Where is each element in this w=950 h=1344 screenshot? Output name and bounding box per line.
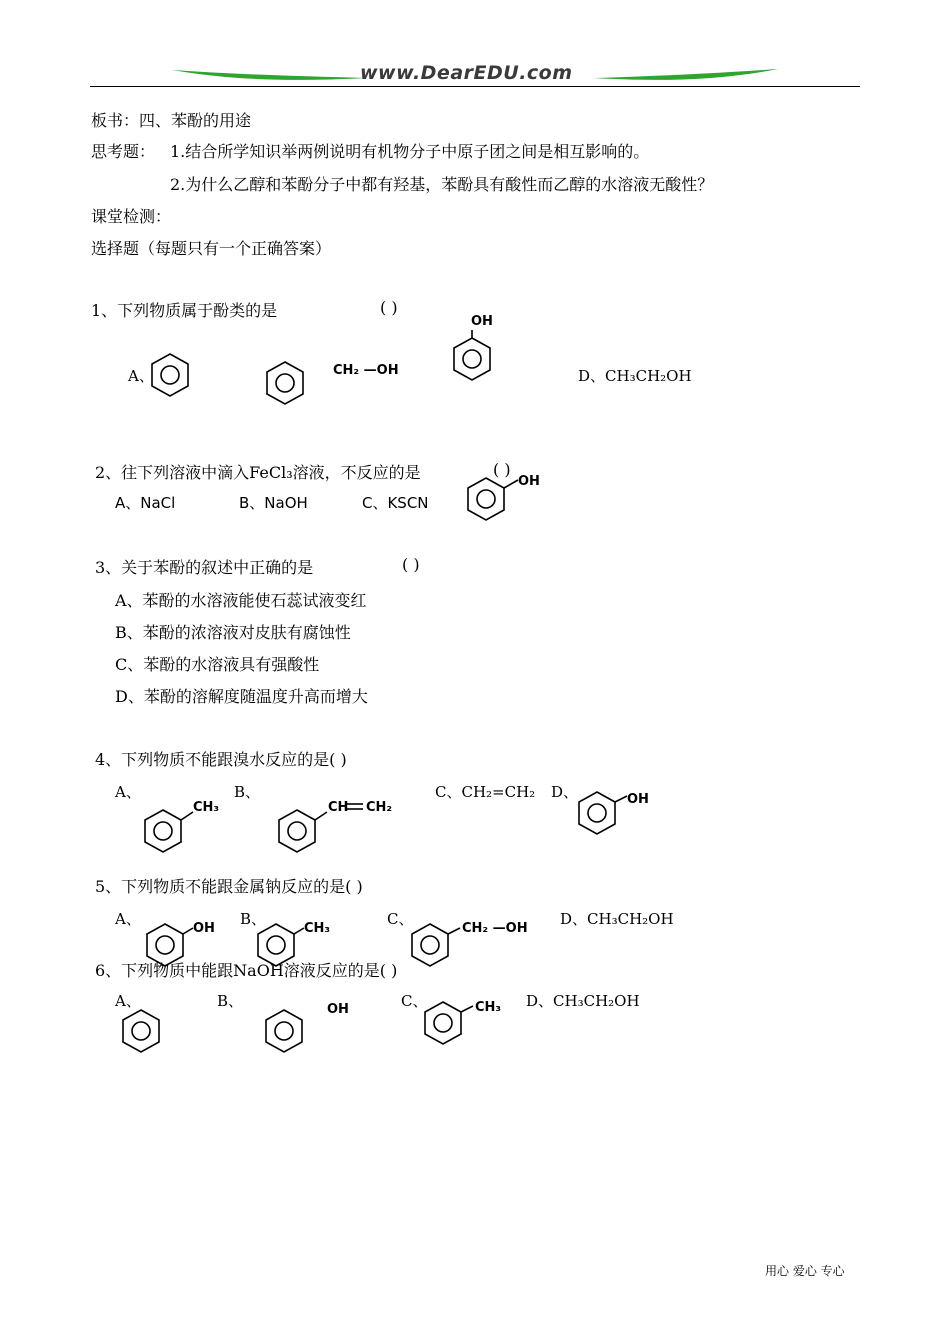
q4-option-a: A、	[115, 783, 141, 801]
q3-option-a: A、苯酚的水溶液能使石蕊试液变红	[115, 591, 367, 610]
q5-option-b: B、	[240, 910, 267, 928]
site-logo: www.DearEDU.com	[360, 62, 573, 84]
header-swoosh-left	[170, 64, 370, 86]
q3-stem: 3、关于苯酚的叙述中正确的是	[95, 558, 314, 577]
q2-stem: 2、往下列溶液中滴入FeCl₃溶液，不反应的是	[95, 463, 421, 482]
q6-c-group: CH₃	[475, 1000, 502, 1015]
q4-stem: 4、下列物质不能跟溴水反应的是( )	[95, 750, 347, 769]
choice-title: 选择题（每题只有一个正确答案）	[91, 239, 332, 258]
q4-b-group-ch2: CH₂	[366, 800, 393, 815]
q6-stem: 6、下列物质中能跟NaOH溶液反应的是( )	[95, 961, 398, 980]
q1-option-d: D、CH₃CH₂OH	[578, 367, 692, 385]
q1-b-group: CH₂ —OH	[333, 363, 399, 378]
q5-option-a: A、	[115, 910, 141, 928]
thinking-q2: 2.为什么乙醇和苯酚分子中都有羟基，苯酚具有酸性而乙醇的水溶液无酸性？	[170, 175, 714, 194]
q4-b-styrene-icon	[277, 808, 377, 854]
q1-c-group: OH	[471, 314, 493, 329]
q2-option-a: A、NaCl	[115, 494, 176, 512]
q4-option-b: B、	[234, 783, 261, 801]
q6-b-phenol-icon	[264, 1008, 334, 1054]
q4-option-d: D、	[551, 783, 579, 801]
q5-c-group: CH₂ —OH	[462, 921, 528, 936]
q2-paren: ( )	[493, 460, 511, 479]
q6-option-d: D、CH₃CH₂OH	[526, 992, 640, 1010]
q3-option-d: D、苯酚的溶解度随温度升高而增大	[115, 687, 368, 706]
q5-b-group: CH₃	[304, 921, 331, 936]
q1-a-benzene-icon	[150, 352, 190, 398]
header-rule	[90, 86, 860, 87]
thinking-label: 思考题：	[91, 142, 156, 161]
q5-c-benzyl-alcohol-icon	[410, 922, 470, 968]
q5-a-group: OH	[193, 921, 215, 936]
q6-a-benzene-icon	[121, 1008, 161, 1054]
q1-option-a: A、	[128, 367, 154, 385]
q2-d-group: OH	[518, 474, 540, 489]
q2-option-c: C、KSCN	[362, 494, 429, 512]
q4-d-group: OH	[627, 792, 649, 807]
header-swoosh-right	[592, 64, 782, 86]
q3-paren: ( )	[402, 555, 420, 574]
q3-option-b: B、苯酚的浓溶液对皮肤有腐蚀性	[115, 623, 351, 642]
q6-option-a: A、	[115, 992, 141, 1010]
footer-text: 用心 爱心 专心	[765, 1264, 845, 1278]
q4-option-c: C、CH₂=CH₂	[435, 783, 536, 801]
q5-option-d: D、CH₃CH₂OH	[560, 910, 674, 928]
q3-option-c: C、苯酚的水溶液具有强酸性	[115, 655, 320, 674]
q1-paren: ( )	[380, 298, 398, 317]
q1-c-phenol-icon	[452, 330, 492, 382]
q2-option-b: B、NaOH	[239, 494, 308, 512]
q6-option-b: B、	[217, 992, 244, 1010]
thinking-q1: 1.结合所学知识举两例说明有机物分子中原子团之间是相互影响的。	[170, 142, 650, 161]
q1-stem: 1、下列物质属于酚类的是	[91, 301, 278, 320]
check-title: 课堂检测：	[91, 207, 172, 226]
q6-b-group: OH	[327, 1002, 349, 1017]
q6-option-c: C、	[401, 992, 428, 1010]
board-title: 板书：四、苯酚的用途	[91, 111, 252, 130]
q5-stem: 5、下列物质不能跟金属钠反应的是( )	[95, 877, 363, 896]
q1-b-benzyl-alcohol-icon	[265, 360, 335, 406]
q5-option-c: C、	[387, 910, 414, 928]
q4-b-group-ch: CH	[328, 800, 349, 815]
q4-a-group: CH₃	[193, 800, 220, 815]
